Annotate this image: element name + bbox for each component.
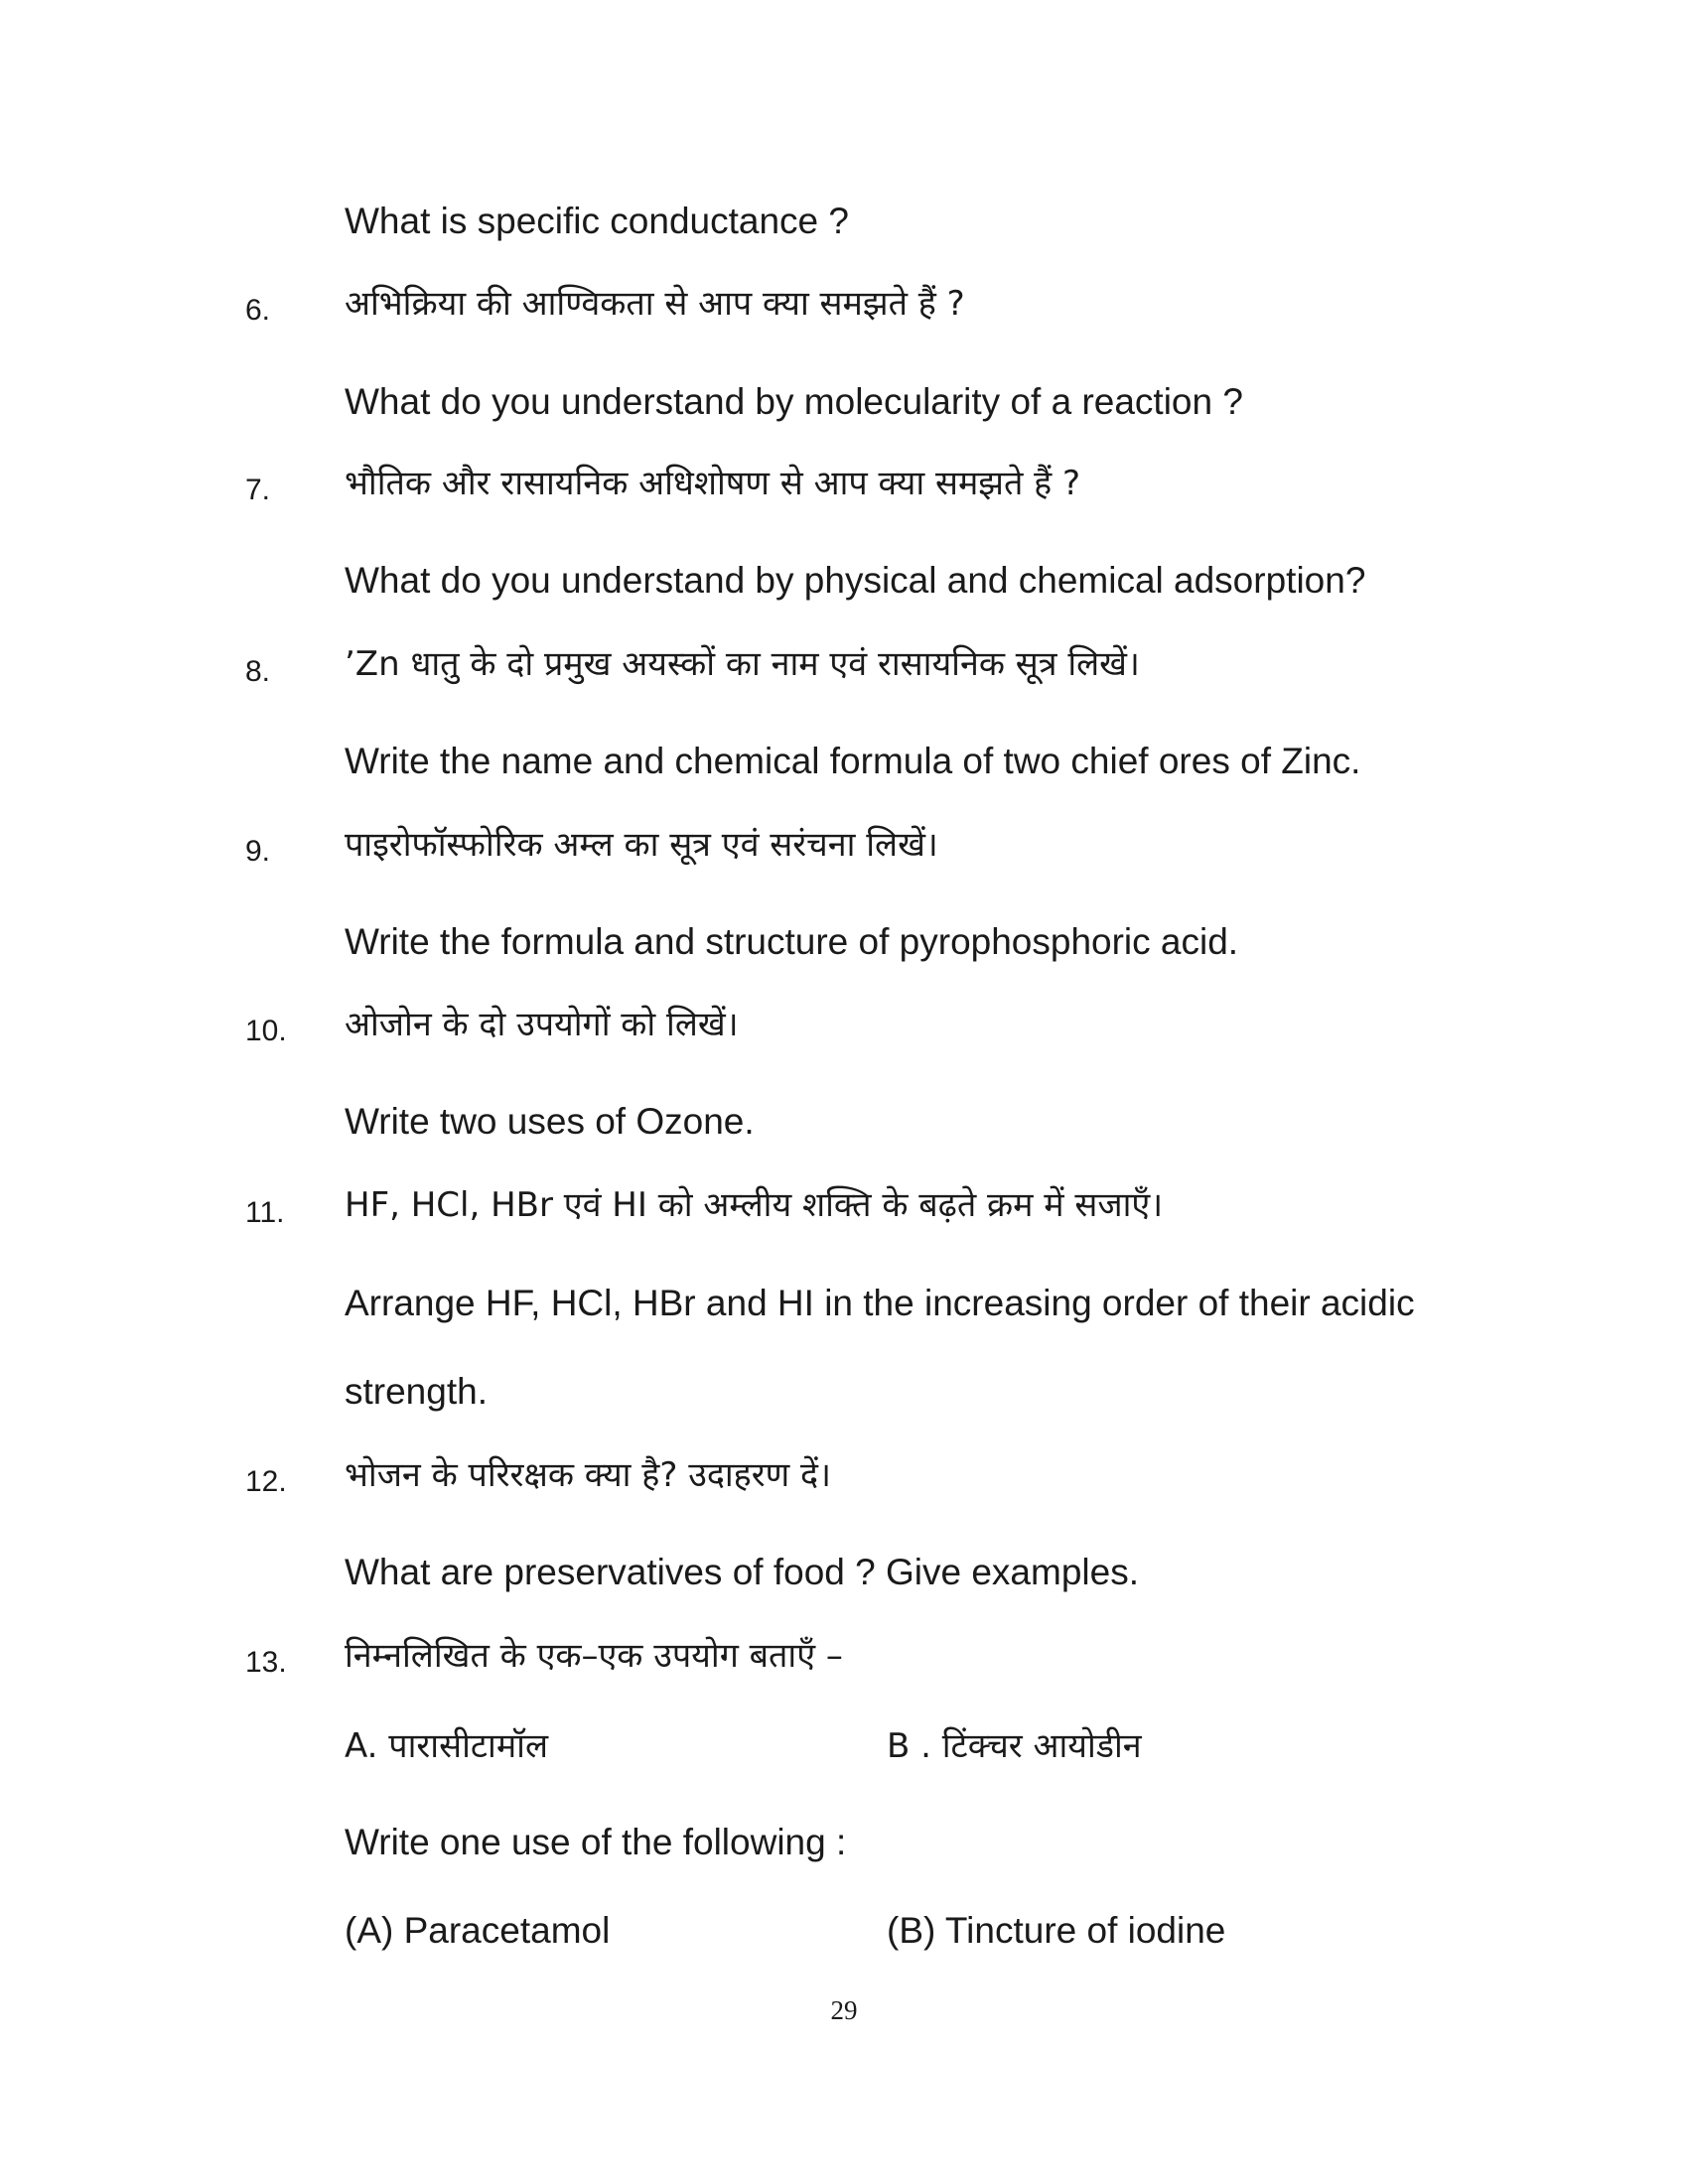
q7-number: 7. — [245, 474, 271, 506]
q9-number: 9. — [245, 835, 271, 868]
q10-hindi-text: ओजोन के दो उपयोगों को लिखें। — [345, 1005, 739, 1044]
q11-number: 11. — [245, 1196, 285, 1229]
q13-hindi-option-a: A. पारासीटामॉल — [345, 1726, 549, 1766]
q11-english-text-line1: Arrange HF, HCl, HBr and HI in the increasing order of their acidic — [345, 1283, 1415, 1323]
q13-english-option-b: (B) Tincture of iodine — [887, 1910, 1226, 1951]
q12-english-text: What are preservatives of food ? Give examples. — [345, 1552, 1139, 1592]
q13-english-option-a: (A) Paracetamol — [345, 1910, 611, 1951]
q6-english-text: What do you understand by molecularity of a reaction ? — [345, 381, 1243, 422]
q8-hindi-text: ’Zn धातु के दो प्रमुख अयस्कों का नाम एवं रासायनिक सूत्र लिखें। — [345, 644, 1140, 684]
q8-number: 8. — [245, 655, 271, 688]
q7-hindi-text: भौतिक और रासायनिक अधिशोषण से आप क्या समझते हैं ? — [345, 464, 1081, 503]
q9-hindi-text: पाइरोफॉस्फोरिक अम्ल का सूत्र एवं सरंचना लिखें। — [345, 825, 938, 865]
q8-english-text: Write the name and chemical formula of two chief ores of Zinc. — [345, 741, 1361, 781]
q10-number: 10. — [245, 1015, 287, 1047]
q7-english-text: What do you understand by physical and chemical adsorption? — [345, 560, 1366, 601]
q6-hindi-text: अभिक्रिया की आण्विकता से आप क्या समझते हैं ? — [345, 284, 965, 324]
q9-english-text: Write the formula and structure of pyrophosphoric acid. — [345, 921, 1239, 962]
q12-number: 12. — [245, 1465, 287, 1498]
q5-english-text: What is specific conductance ? — [345, 201, 849, 241]
q6-number: 6. — [245, 294, 271, 327]
q13-number: 13. — [245, 1646, 287, 1679]
page-number: 29 — [830, 1995, 858, 2025]
q11-hindi-text: HF, HCl, HBr एवं HI को अम्लीय शक्ति के बढ़ते क्रम में सजाएँ। — [345, 1185, 1164, 1225]
q13-hindi-option-b: B . टिंक्चर आयोडीन — [887, 1726, 1142, 1766]
q13-english-text: Write one use of the following : — [345, 1822, 847, 1862]
q13-hindi-text: निम्नलिखित के एक–एक उपयोग बताएँ – — [345, 1636, 843, 1676]
q12-hindi-text: भोजन के परिरक्षक क्या है? उदाहरण दें। — [345, 1455, 831, 1495]
q10-english-text: Write two uses of Ozone. — [345, 1101, 755, 1142]
q11-english-text-line2: strength. — [345, 1371, 488, 1412]
